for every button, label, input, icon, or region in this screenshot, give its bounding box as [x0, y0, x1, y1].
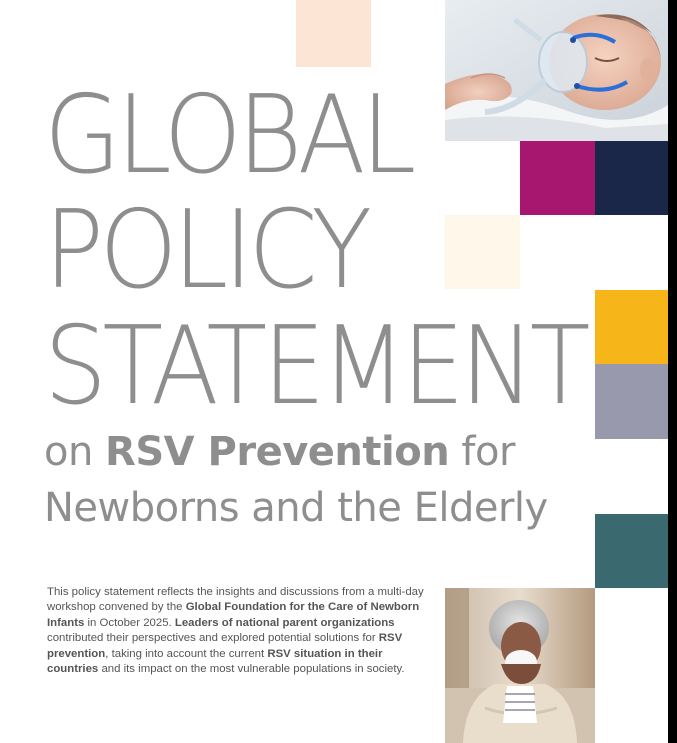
lavender-block [595, 364, 668, 439]
cream-block [445, 215, 520, 289]
subtitle-rsv-prevention: RSV Prevention [105, 429, 450, 475]
navy-block [595, 141, 668, 215]
magenta-block [520, 141, 595, 215]
body-text-2: in October 2025. [84, 616, 175, 629]
body-bold-rsv-prevention: RSV prevention [47, 632, 403, 660]
body-bold-leaders: Leaders of national parent organizations [174, 616, 395, 629]
body-bold-foundation: Global Foundation for the Care of Newborn Infants [47, 601, 420, 629]
subtitle-line-1 [44, 429, 515, 475]
body-bold-rsv-situation: RSV situation in their countries [47, 647, 383, 676]
body-text-4: , taking into account the current [105, 647, 268, 660]
elderly-woman-sneezing-photo [445, 588, 595, 743]
body-text-5: and its impact on the most vulnerable populations in society. [98, 663, 405, 676]
intro-paragraph [47, 585, 427, 677]
peach-block [296, 0, 371, 67]
body-text-3: contributed their perspectives and explored potential solutions for [47, 632, 379, 645]
gold-block [595, 290, 668, 364]
subtitle-for: for [449, 429, 515, 475]
body-text-1: This policy statement reflects the insights and discussions from a multi-day workshop convened by the [47, 586, 424, 614]
teal-block [595, 514, 668, 588]
title-line-global: GLOBAL [44, 73, 412, 198]
title-line-policy: POLICY [44, 188, 368, 313]
subtitle-on: on [44, 429, 106, 475]
title-line-statement: STATEMENT [44, 304, 586, 429]
subtitle-line-2: Newborns and the Elderly [44, 485, 548, 531]
infant-with-oxygen-mask-photo [445, 0, 668, 141]
